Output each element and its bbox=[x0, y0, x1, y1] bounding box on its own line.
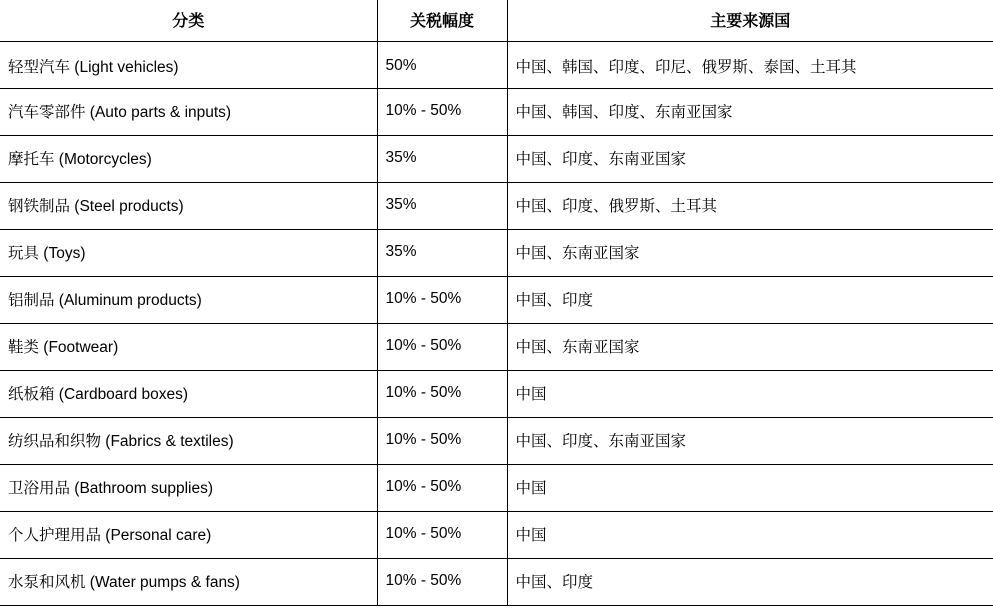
cell-category: 水泵和风机 (Water pumps & fans) bbox=[0, 559, 377, 606]
table-row bbox=[0, 559, 993, 606]
cell-rate: 50% bbox=[377, 42, 507, 89]
cell-rate: 35% bbox=[377, 136, 507, 183]
table-header-row bbox=[0, 0, 993, 42]
cell-rate: 10% - 50% bbox=[377, 371, 507, 418]
cell-sources: 中国、印度、俄罗斯、土耳其 bbox=[507, 183, 993, 230]
table-row bbox=[0, 418, 993, 465]
cell-rate: 10% - 50% bbox=[377, 89, 507, 136]
cell-category: 钢铁制品 (Steel products) bbox=[0, 183, 377, 230]
cell-category: 纸板箱 (Cardboard boxes) bbox=[0, 371, 377, 418]
cell-sources: 中国、印度、东南亚国家 bbox=[507, 418, 993, 465]
table-body bbox=[0, 42, 993, 606]
cell-category: 摩托车 (Motorcycles) bbox=[0, 136, 377, 183]
cell-sources: 中国、韩国、印度、印尼、俄罗斯、泰国、土耳其 bbox=[507, 42, 993, 89]
table-row bbox=[0, 277, 993, 324]
column-header-rate: 关税幅度 bbox=[377, 0, 507, 42]
table-row bbox=[0, 89, 993, 136]
cell-rate: 10% - 50% bbox=[377, 418, 507, 465]
table-row bbox=[0, 42, 993, 89]
column-header-category: 分类 bbox=[0, 0, 377, 42]
table-row bbox=[0, 136, 993, 183]
table-row bbox=[0, 512, 993, 559]
cell-category: 卫浴用品 (Bathroom supplies) bbox=[0, 465, 377, 512]
cell-sources: 中国、印度、东南亚国家 bbox=[507, 136, 993, 183]
cell-rate: 10% - 50% bbox=[377, 512, 507, 559]
cell-sources: 中国、印度 bbox=[507, 559, 993, 606]
cell-rate: 10% - 50% bbox=[377, 277, 507, 324]
cell-sources: 中国 bbox=[507, 512, 993, 559]
cell-rate: 10% - 50% bbox=[377, 559, 507, 606]
cell-category: 轻型汽车 (Light vehicles) bbox=[0, 42, 377, 89]
table-header bbox=[0, 0, 993, 42]
table-row bbox=[0, 465, 993, 512]
column-header-sources: 主要来源国 bbox=[507, 0, 993, 42]
cell-category: 铝制品 (Aluminum products) bbox=[0, 277, 377, 324]
cell-sources: 中国、印度 bbox=[507, 277, 993, 324]
table-row bbox=[0, 324, 993, 371]
cell-category: 汽车零部件 (Auto parts & inputs) bbox=[0, 89, 377, 136]
table-row bbox=[0, 371, 993, 418]
cell-sources: 中国、东南亚国家 bbox=[507, 230, 993, 277]
cell-rate: 35% bbox=[377, 230, 507, 277]
cell-sources: 中国 bbox=[507, 371, 993, 418]
cell-rate: 10% - 50% bbox=[377, 465, 507, 512]
cell-rate: 35% bbox=[377, 183, 507, 230]
cell-category: 鞋类 (Footwear) bbox=[0, 324, 377, 371]
cell-sources: 中国 bbox=[507, 465, 993, 512]
cell-category: 纺织品和织物 (Fabrics & textiles) bbox=[0, 418, 377, 465]
cell-sources: 中国、韩国、印度、东南亚国家 bbox=[507, 89, 993, 136]
cell-sources: 中国、东南亚国家 bbox=[507, 324, 993, 371]
cell-category: 玩具 (Toys) bbox=[0, 230, 377, 277]
cell-rate: 10% - 50% bbox=[377, 324, 507, 371]
table-row bbox=[0, 230, 993, 277]
cell-category: 个人护理用品 (Personal care) bbox=[0, 512, 377, 559]
table-row bbox=[0, 183, 993, 230]
